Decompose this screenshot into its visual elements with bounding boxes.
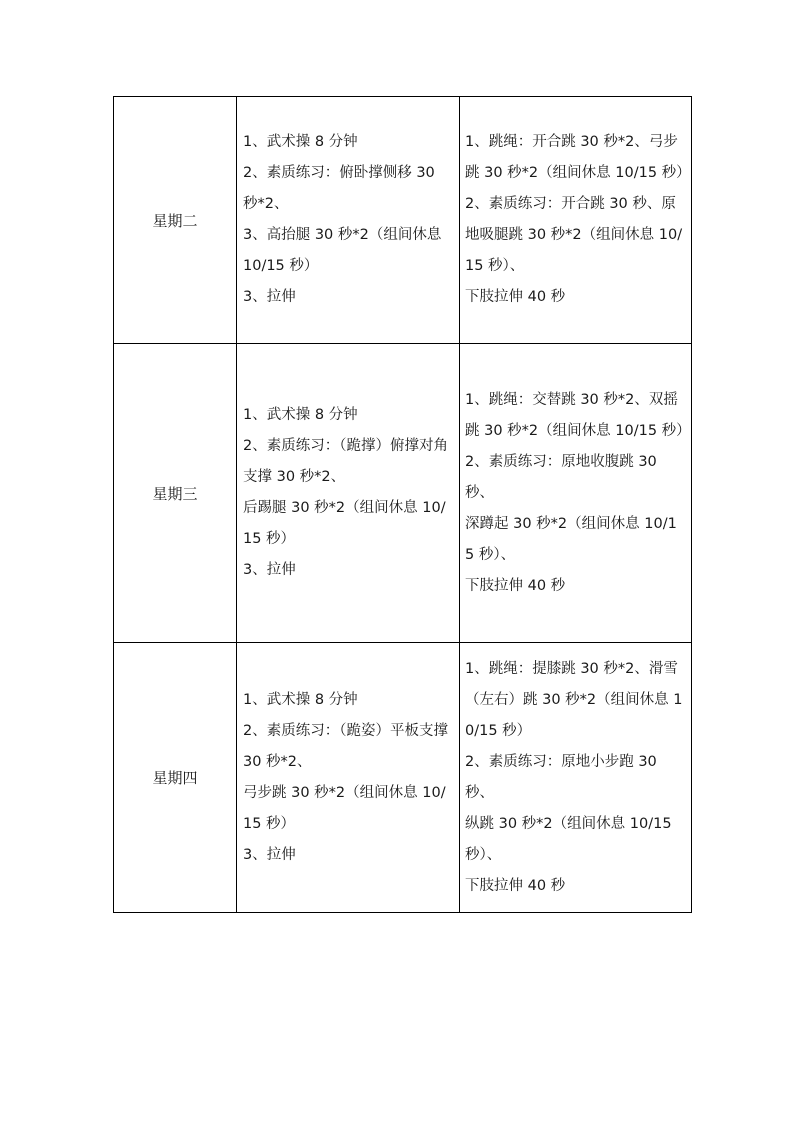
- training-cell: [460, 344, 692, 643]
- list-item: 1、跳绳：交替跳 30 秒*2、双摇跳 30 秒*2（组间休息 10/15 秒）: [465, 391, 691, 439]
- list-item: 1、武术操 8 分钟: [243, 407, 358, 423]
- training-cell: [460, 643, 692, 913]
- list-item: 3、拉伸: [243, 562, 296, 578]
- list-item: 深蹲起 30 秒*2（组间休息 10/15 秒）、: [465, 515, 677, 563]
- list-item: 3、高抬腿 30 秒*2（组间休息 10/15 秒）: [243, 227, 442, 274]
- list-item: 2、素质练习：开合跳 30 秒、原地吸腿跳 30 秒*2（组间休息 10/15 秒）、: [465, 196, 683, 274]
- day-cell: [114, 643, 237, 913]
- table-row-wednesday: [114, 344, 692, 643]
- warmup-cell: [237, 97, 460, 344]
- warmup-cell: [237, 344, 460, 643]
- list-item: 后踢腿 30 秒*2（组间休息 10/15 秒）: [243, 500, 446, 547]
- warmup-cell: [237, 643, 460, 913]
- day-label: 星期三: [152, 484, 198, 503]
- day-cell: [114, 97, 237, 344]
- list-item: 2、素质练习：（跪撑）俯撑对角支撑 30 秒*2、: [243, 438, 448, 485]
- list-item: 1、跳绳：提膝跳 30 秒*2、滑雪（左右）跳 30 秒*2（组间休息 10/15 秒）: [465, 660, 683, 739]
- training-cell: [460, 97, 692, 344]
- list-item: 3、拉伸: [243, 846, 296, 863]
- exercise-schedule-table: [113, 96, 692, 913]
- list-item: 2、素质练习：原地收腹跳 30 秒、: [465, 453, 657, 501]
- list-item: 下肢拉伸 40 秒: [465, 577, 566, 594]
- list-item: 2、素质练习：俯卧撑侧移 30 秒*2、: [243, 165, 435, 212]
- list-item: 2、素质练习：原地小步跑 30 秒、: [465, 753, 657, 801]
- list-item: 1、武术操 8 分钟: [243, 691, 358, 708]
- day-label: 星期二: [152, 211, 198, 230]
- list-item: 弓步跳 30 秒*2（组间休息 10/15 秒）: [243, 784, 446, 832]
- list-item: 2、素质练习：（跪姿）平板支撑 30 秒*2、: [243, 722, 448, 770]
- list-item: 3、拉伸: [243, 289, 296, 305]
- list-item: 1、跳绳：开合跳 30 秒*2、弓步跳 30 秒*2（组间休息 10/15 秒）: [465, 134, 691, 181]
- list-item: 1、武术操 8 分钟: [243, 134, 358, 150]
- list-item: 纵跳 30 秒*2（组间休息 10/15 秒）、: [465, 815, 672, 863]
- list-item: 下肢拉伸 40 秒: [465, 877, 566, 894]
- table-row-thursday: [114, 643, 692, 913]
- table-row-tuesday: [114, 97, 692, 344]
- day-label: 星期四: [152, 769, 198, 787]
- list-item: 下肢拉伸 40 秒: [465, 289, 566, 305]
- day-cell: [114, 344, 237, 643]
